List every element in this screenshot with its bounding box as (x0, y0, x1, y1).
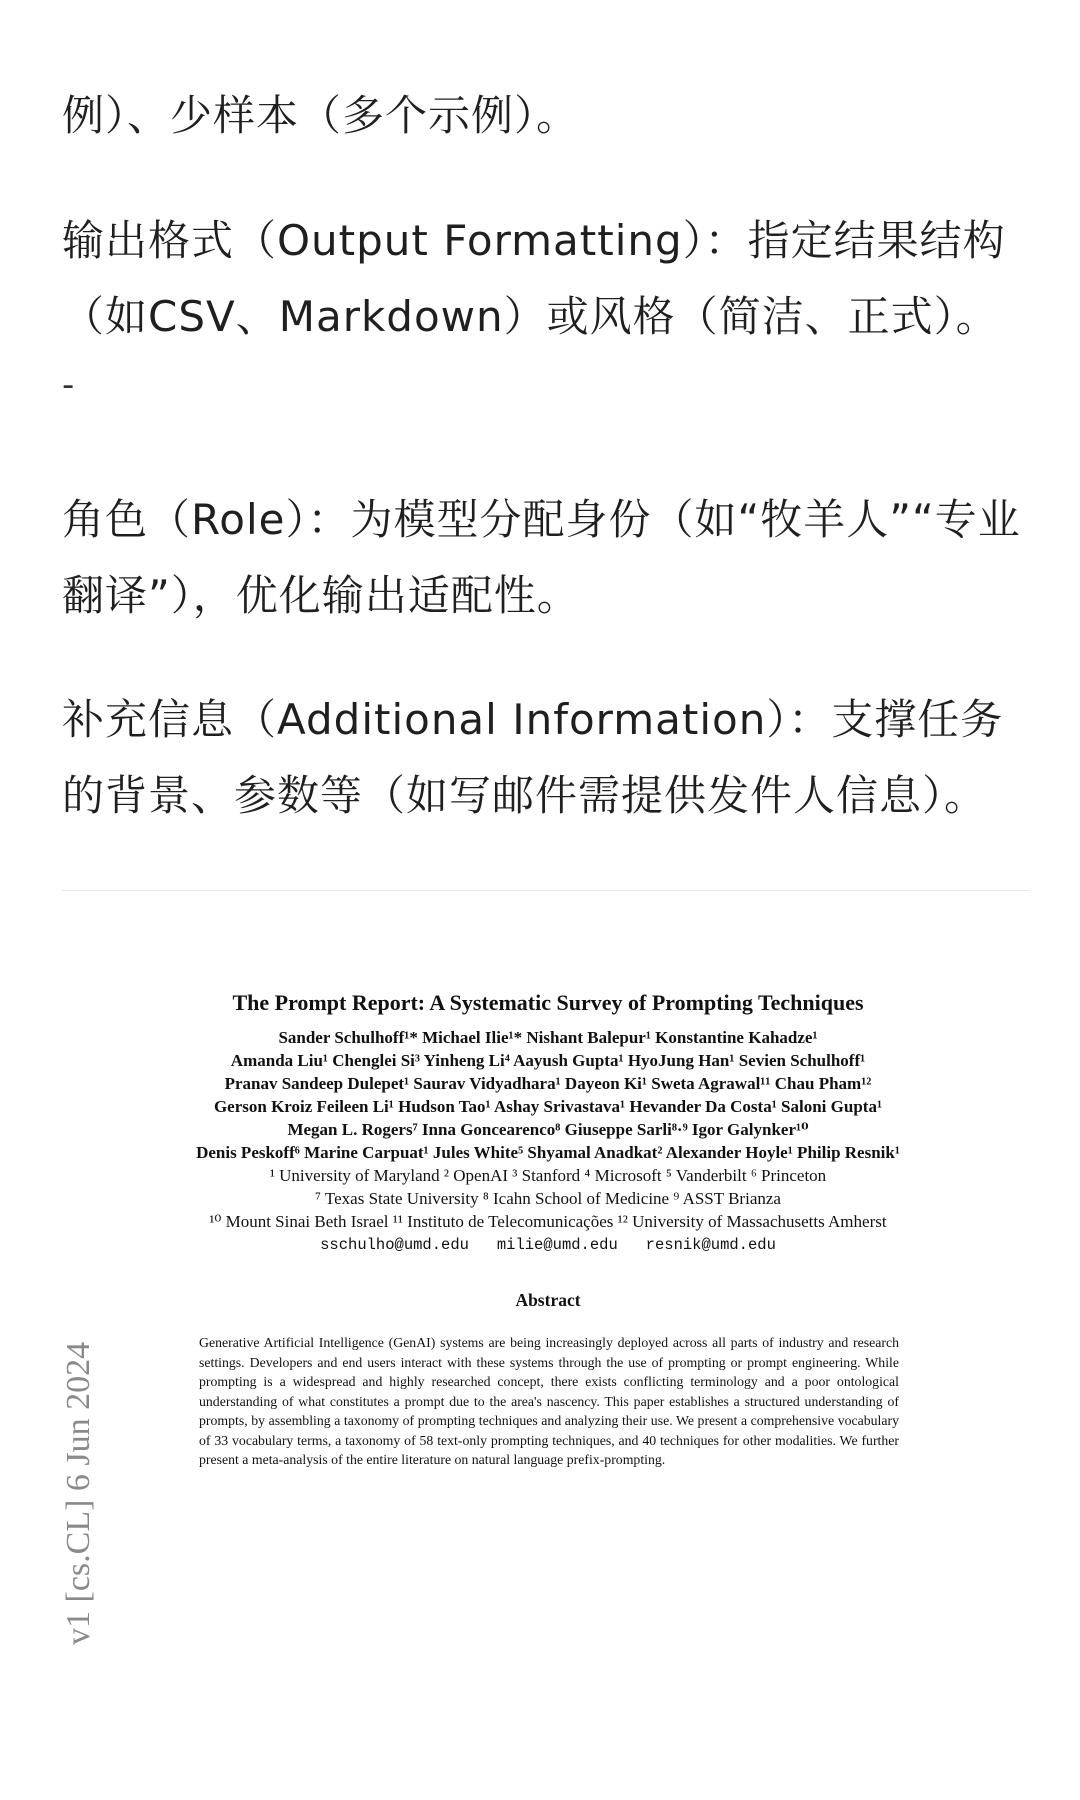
author-line: Sander Schulhoff¹* Michael Ilie¹* Nishant Balepur¹ Konstantine Kahadze¹ (278, 1028, 818, 1047)
section-divider (62, 890, 1030, 891)
author-line: Pranav Sandeep Dulepet¹ Saurav Vidyadhara¹ Dayeon Ki¹ Sweta Agrawal¹¹ Chau Pham¹² (224, 1074, 872, 1093)
author-line: Amanda Liu¹ Chenglei Si³ Yinheng Li⁴ Aayush Gupta¹ HyoJung Han¹ Sevien Schulhoff¹ (230, 1051, 866, 1070)
stray-dash: - (62, 365, 75, 405)
author-line: Denis Peskoff⁶ Marine Carpuat¹ Jules White⁵ Shyamal Anadkat² Alexander Hoyle¹ Philip Resnik¹ (196, 1143, 900, 1162)
author-emails: sschulho@umd.edu milie@umd.edu resnik@umd.edu (320, 1236, 776, 1254)
arxiv-stamp-text: v1 [cs.CL] 6 Jun 2024 (60, 1341, 97, 1645)
abstract-body: Generative Artificial Intelligence (GenAI) systems are being increasingly deployed across all parts of industry and research settings. Developers and end users interact with these systems through the use of prompting or prompt engineering. While prompting is a widespread and highly researched concept, there exists conflicting terminology and a poor ontological understanding of what constitutes a prompt due to the area's nascency. This paper establishes a structured understanding of prompts, by assembling a taxonomy of prompting techniques and analyzing their use. We present a comprehensive vocabulary of 33 vocabulary terms, a taxonomy of 58 text-only prompting techniques, and 40 techniques for other modalities. We further present a meta-analysis of the entire literature on natural language prefix-prompting. (199, 1335, 899, 1467)
affiliation-line: ¹ University of Maryland ² OpenAI ³ Stanford ⁴ Microsoft ⁵ Vanderbilt ⁶ Princeton (269, 1166, 827, 1185)
paragraph-role: 角色（Role）：为模型分配身份（如“牧羊人”“专业翻译”），优化输出适配性。 (62, 495, 1021, 620)
paper-image (0, 990, 1080, 1690)
paragraph-few-shot-tail: 例）、少样本（多个示例）。 (62, 91, 580, 140)
author-line: Megan L. Rogers⁷ Inna Goncearenco⁸ Giuseppe Sarli⁸·⁹ Igor Galynker¹⁰ (287, 1120, 809, 1139)
affiliation-line: ¹⁰ Mount Sinai Beth Israel ¹¹ Instituto de Telecomunicações ¹² University of Massachusetts Amherst (209, 1212, 887, 1231)
abstract-heading: Abstract (515, 1290, 581, 1310)
paragraph-output-formatting: 输出格式（Output Formatting）：指定结果结构（如CSV、Markdown）或风格（简洁、正式）。 (62, 216, 1006, 341)
paper-title: The Prompt Report: A Systematic Survey of Prompting Techniques (232, 990, 864, 1015)
paragraph-additional-information: 补充信息（Additional Information）：支撑任务的背景、参数等（如写邮件需提供发件人信息）。 (62, 695, 1004, 820)
author-line: Gerson Kroiz Feileen Li¹ Hudson Tao¹ Ashay Srivastava¹ Hevander Da Costa¹ Saloni Gupta¹ (213, 1097, 883, 1116)
affiliation-line: ⁷ Texas State University ⁸ Icahn School of Medicine ⁹ ASST Brianza (315, 1189, 781, 1208)
arxiv-side-stamp (60, 990, 120, 1690)
